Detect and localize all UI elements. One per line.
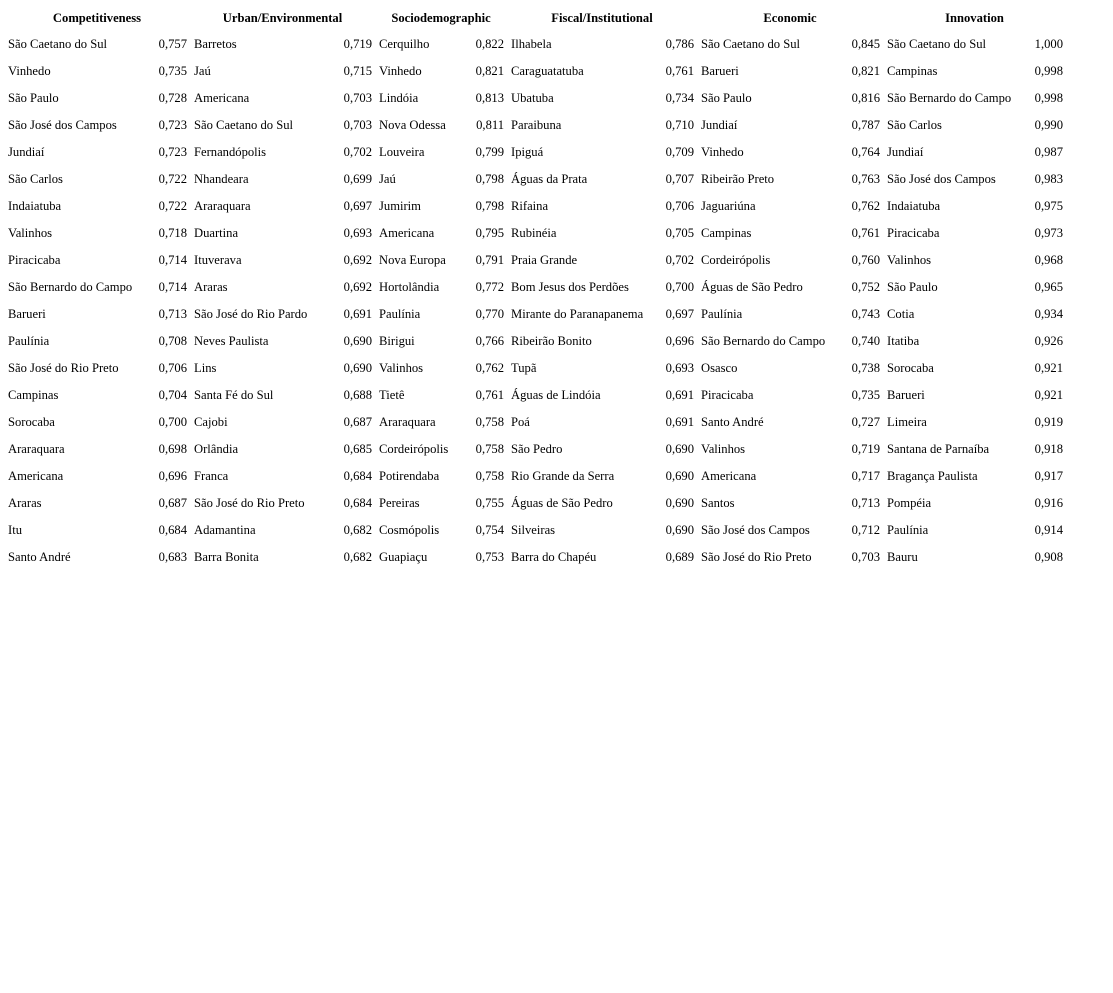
sociodemographic-score-cell: 0,822 — [475, 37, 504, 51]
urban-environmental-score-cell: 0,715 — [343, 64, 372, 78]
sociodemographic-score-cell: 0,813 — [475, 91, 504, 105]
economic-score-cell: 0,740 — [851, 334, 880, 348]
economic-municipality-cell: São José do Rio Preto — [701, 550, 812, 564]
innovation-municipality-cell: Campinas — [887, 64, 938, 78]
sociodemographic-score-cell: 0,755 — [475, 496, 504, 510]
innovation-municipality-cell: Itatiba — [887, 334, 920, 348]
table-row — [4, 409, 1066, 436]
table-row — [4, 247, 1066, 274]
sociodemographic-municipality-cell: Americana — [379, 226, 435, 240]
urban-environmental-municipality-cell: Americana — [194, 91, 250, 105]
urban-environmental-municipality-cell: Cajobi — [194, 415, 228, 429]
competitiveness-score-cell: 0,687 — [158, 496, 187, 510]
innovation-municipality-cell: Jundiaí — [887, 145, 924, 159]
competitiveness-municipality-cell: São Paulo — [8, 91, 59, 105]
fiscal-institutional-municipality-cell: Mirante do Paranapanema — [511, 307, 644, 321]
economic-municipality-cell: São Caetano do Sul — [701, 37, 800, 51]
urban-environmental-municipality-cell: Nhandeara — [194, 172, 249, 186]
urban-environmental-score-cell: 0,702 — [343, 145, 372, 159]
economic-municipality-cell: Barueri — [701, 64, 739, 78]
economic-score-cell: 0,717 — [851, 469, 880, 483]
table-row — [4, 139, 1066, 166]
urban-environmental-score-cell: 0,699 — [343, 172, 372, 186]
competitiveness-municipality-cell: Campinas — [8, 388, 59, 402]
innovation-municipality-cell: Piracicaba — [887, 226, 940, 240]
sociodemographic-municipality-cell: Hortolândia — [379, 280, 440, 294]
economic-score-cell: 0,727 — [851, 415, 880, 429]
competitiveness-municipality-cell: Vinhedo — [8, 64, 51, 78]
competitiveness-score-cell: 0,684 — [158, 523, 187, 537]
economic-municipality-cell: Santo André — [701, 415, 764, 429]
competitiveness-score-cell: 0,723 — [158, 145, 187, 159]
table-body — [4, 31, 1066, 571]
economic-municipality-cell: Paulínia — [701, 307, 743, 321]
economic-score-cell: 0,762 — [851, 199, 880, 213]
urban-environmental-score-cell: 0,692 — [343, 280, 372, 294]
fiscal-institutional-municipality-cell: Silveiras — [511, 523, 556, 537]
competitiveness-score-cell: 0,723 — [158, 118, 187, 132]
fiscal-institutional-score-cell: 0,696 — [665, 334, 694, 348]
urban-environmental-municipality-cell: Franca — [194, 469, 229, 483]
sociodemographic-score-cell: 0,754 — [475, 523, 504, 537]
innovation-municipality-cell: Limeira — [887, 415, 927, 429]
table-row — [4, 58, 1066, 85]
sociodemographic-municipality-cell: Guapiaçu — [379, 550, 428, 564]
sociodemographic-score-cell: 0,758 — [475, 415, 504, 429]
sociodemographic-municipality-cell: Araraquara — [379, 415, 436, 429]
fiscal-institutional-score-cell: 0,700 — [665, 280, 694, 294]
sociodemographic-score-cell: 0,791 — [475, 253, 504, 267]
table-row — [4, 31, 1066, 58]
column-header-urban-environmental: Urban/Environmental — [222, 10, 343, 25]
column-header-competitiveness: Competitiveness — [52, 10, 142, 25]
innovation-municipality-cell: Pompéia — [887, 496, 932, 510]
innovation-municipality-cell: São Caetano do Sul — [887, 37, 986, 51]
sociodemographic-municipality-cell: Cosmópolis — [379, 523, 440, 537]
innovation-municipality-cell: Sorocaba — [887, 361, 934, 375]
innovation-score-cell: 0,987 — [1034, 145, 1063, 159]
innovation-score-cell: 0,926 — [1034, 334, 1063, 348]
urban-environmental-score-cell: 0,697 — [343, 199, 372, 213]
urban-environmental-score-cell: 0,687 — [343, 415, 372, 429]
fiscal-institutional-score-cell: 0,689 — [665, 550, 694, 564]
economic-municipality-cell: Jaguariúna — [701, 199, 756, 213]
competitiveness-municipality-cell: Americana — [8, 469, 64, 483]
competitiveness-municipality-cell: Barueri — [8, 307, 46, 321]
urban-environmental-score-cell: 0,685 — [343, 442, 372, 456]
sociodemographic-score-cell: 0,798 — [475, 199, 504, 213]
fiscal-institutional-score-cell: 0,709 — [665, 145, 694, 159]
fiscal-institutional-municipality-cell: Ipiguá — [511, 145, 544, 159]
competitiveness-score-cell: 0,698 — [158, 442, 187, 456]
sociodemographic-score-cell: 0,762 — [475, 361, 504, 375]
sociodemographic-municipality-cell: Jumirim — [379, 199, 421, 213]
competitiveness-municipality-cell: Itu — [8, 523, 22, 537]
column-header-economic: Economic — [763, 10, 817, 25]
table-row — [4, 112, 1066, 139]
competitiveness-municipality-cell: São Carlos — [8, 172, 63, 186]
innovation-municipality-cell: Santana de Parnaíba — [887, 442, 990, 456]
sociodemographic-municipality-cell: Nova Odessa — [379, 118, 446, 132]
urban-environmental-municipality-cell: Santa Fé do Sul — [194, 388, 274, 402]
innovation-municipality-cell: São Paulo — [887, 280, 938, 294]
sociodemographic-score-cell: 0,798 — [475, 172, 504, 186]
fiscal-institutional-score-cell: 0,710 — [665, 118, 694, 132]
sociodemographic-municipality-cell: Valinhos — [379, 361, 424, 375]
competitiveness-municipality-cell: Araras — [8, 496, 42, 510]
fiscal-institutional-score-cell: 0,734 — [665, 91, 694, 105]
economic-score-cell: 0,743 — [851, 307, 880, 321]
competitiveness-score-cell: 0,700 — [158, 415, 187, 429]
competitiveness-score-cell: 0,696 — [158, 469, 187, 483]
sociodemographic-score-cell: 0,770 — [475, 307, 504, 321]
competitiveness-municipality-cell: Araraquara — [8, 442, 65, 456]
competitiveness-municipality-cell: São Bernardo do Campo — [8, 280, 133, 294]
urban-environmental-municipality-cell: São Caetano do Sul — [194, 118, 293, 132]
economic-municipality-cell: Vinhedo — [701, 145, 744, 159]
urban-environmental-score-cell: 0,690 — [343, 334, 372, 348]
column-header-innovation: Innovation — [945, 10, 1004, 25]
economic-municipality-cell: São José dos Campos — [701, 523, 810, 537]
innovation-score-cell: 0,921 — [1034, 361, 1063, 375]
fiscal-institutional-municipality-cell: Ubatuba — [511, 91, 554, 105]
fiscal-institutional-score-cell: 0,690 — [665, 496, 694, 510]
column-header-fiscal-institutional: Fiscal/Institutional — [551, 10, 653, 25]
fiscal-institutional-municipality-cell: Barra do Chapéu — [511, 550, 597, 564]
sociodemographic-municipality-cell: Louveira — [379, 145, 425, 159]
fiscal-institutional-municipality-cell: Ilhabela — [511, 37, 552, 51]
urban-environmental-score-cell: 0,684 — [343, 469, 372, 483]
sociodemographic-score-cell: 0,799 — [475, 145, 504, 159]
economic-score-cell: 0,760 — [851, 253, 880, 267]
header-row — [4, 5, 1066, 31]
competitiveness-municipality-cell: Paulínia — [8, 334, 50, 348]
fiscal-institutional-municipality-cell: Poá — [511, 415, 530, 429]
innovation-score-cell: 0,973 — [1034, 226, 1063, 240]
table-row — [4, 517, 1066, 544]
fiscal-institutional-score-cell: 0,690 — [665, 469, 694, 483]
table-row — [4, 436, 1066, 463]
economic-score-cell: 0,712 — [851, 523, 880, 537]
urban-environmental-municipality-cell: São José do Rio Preto — [194, 496, 305, 510]
innovation-score-cell: 0,998 — [1034, 64, 1063, 78]
competitiveness-score-cell: 0,714 — [158, 280, 187, 294]
competitiveness-municipality-cell: Sorocaba — [8, 415, 55, 429]
competitiveness-municipality-cell: São José dos Campos — [8, 118, 117, 132]
fiscal-institutional-score-cell: 0,786 — [665, 37, 694, 51]
economic-score-cell: 0,787 — [851, 118, 880, 132]
sociodemographic-municipality-cell: Jaú — [379, 172, 396, 186]
sociodemographic-score-cell: 0,758 — [475, 469, 504, 483]
competitiveness-municipality-cell: São José do Rio Preto — [8, 361, 119, 375]
innovation-score-cell: 0,917 — [1034, 469, 1063, 483]
table-row — [4, 85, 1066, 112]
fiscal-institutional-score-cell: 0,690 — [665, 523, 694, 537]
urban-environmental-municipality-cell: Barra Bonita — [194, 550, 259, 564]
fiscal-institutional-municipality-cell: São Pedro — [511, 442, 563, 456]
innovation-municipality-cell: Bauru — [887, 550, 918, 564]
economic-score-cell: 0,821 — [851, 64, 880, 78]
sociodemographic-score-cell: 0,766 — [475, 334, 504, 348]
urban-environmental-municipality-cell: Neves Paulista — [194, 334, 269, 348]
economic-score-cell: 0,752 — [851, 280, 880, 294]
sociodemographic-municipality-cell: Potirendaba — [379, 469, 440, 483]
urban-environmental-municipality-cell: São José do Rio Pardo — [194, 307, 308, 321]
sociodemographic-municipality-cell: Tietê — [379, 388, 405, 402]
economic-municipality-cell: Águas de São Pedro — [701, 280, 803, 294]
sociodemographic-score-cell: 0,821 — [475, 64, 504, 78]
urban-environmental-score-cell: 0,703 — [343, 118, 372, 132]
competitiveness-municipality-cell: Jundiaí — [8, 145, 45, 159]
innovation-score-cell: 0,965 — [1034, 280, 1063, 294]
table-row — [4, 490, 1066, 517]
competitiveness-score-cell: 0,714 — [158, 253, 187, 267]
table-row — [4, 382, 1066, 409]
sociodemographic-score-cell: 0,772 — [475, 280, 504, 294]
innovation-score-cell: 0,919 — [1034, 415, 1063, 429]
urban-environmental-municipality-cell: Lins — [194, 361, 217, 375]
urban-environmental-municipality-cell: Adamantina — [194, 523, 256, 537]
fiscal-institutional-score-cell: 0,693 — [665, 361, 694, 375]
economic-municipality-cell: Ribeirão Preto — [701, 172, 775, 186]
urban-environmental-municipality-cell: Araraquara — [194, 199, 251, 213]
competitiveness-score-cell: 0,728 — [158, 91, 187, 105]
table-row — [4, 220, 1066, 247]
sociodemographic-municipality-cell: Lindóia — [379, 91, 419, 105]
innovation-score-cell: 0,975 — [1034, 199, 1063, 213]
fiscal-institutional-score-cell: 0,690 — [665, 442, 694, 456]
urban-environmental-score-cell: 0,693 — [343, 226, 372, 240]
economic-municipality-cell: Santos — [701, 496, 735, 510]
sociodemographic-municipality-cell: Birigui — [379, 334, 415, 348]
fiscal-institutional-score-cell: 0,706 — [665, 199, 694, 213]
urban-environmental-municipality-cell: Araras — [194, 280, 228, 294]
economic-municipality-cell: Osasco — [701, 361, 738, 375]
column-header-sociodemographic: Sociodemographic — [391, 10, 491, 25]
urban-environmental-score-cell: 0,690 — [343, 361, 372, 375]
innovation-score-cell: 0,914 — [1034, 523, 1063, 537]
economic-municipality-cell: Americana — [701, 469, 757, 483]
table-row — [4, 301, 1066, 328]
competitiveness-municipality-cell: São Caetano do Sul — [8, 37, 107, 51]
competitiveness-score-cell: 0,722 — [158, 172, 187, 186]
urban-environmental-municipality-cell: Jaú — [194, 64, 211, 78]
fiscal-institutional-municipality-cell: Praia Grande — [511, 253, 578, 267]
fiscal-institutional-municipality-cell: Rifaina — [511, 199, 549, 213]
table-row — [4, 544, 1066, 571]
fiscal-institutional-score-cell: 0,697 — [665, 307, 694, 321]
competitiveness-score-cell: 0,708 — [158, 334, 187, 348]
urban-environmental-score-cell: 0,682 — [343, 523, 372, 537]
innovation-municipality-cell: Cotia — [887, 307, 915, 321]
ranking-table — [4, 5, 1066, 571]
economic-score-cell: 0,719 — [851, 442, 880, 456]
innovation-score-cell: 0,916 — [1034, 496, 1063, 510]
sociodemographic-score-cell: 0,811 — [476, 118, 504, 132]
fiscal-institutional-municipality-cell: Paraibuna — [511, 118, 562, 132]
fiscal-institutional-municipality-cell: Tupã — [511, 361, 537, 375]
competitiveness-municipality-cell: Valinhos — [8, 226, 53, 240]
table-row — [4, 328, 1066, 355]
table-row — [4, 355, 1066, 382]
sociodemographic-score-cell: 0,761 — [475, 388, 504, 402]
competitiveness-municipality-cell: Piracicaba — [8, 253, 61, 267]
fiscal-institutional-score-cell: 0,761 — [665, 64, 694, 78]
sociodemographic-municipality-cell: Nova Europa — [379, 253, 446, 267]
sociodemographic-score-cell: 0,758 — [475, 442, 504, 456]
economic-score-cell: 0,764 — [851, 145, 880, 159]
urban-environmental-municipality-cell: Fernandópolis — [194, 145, 267, 159]
economic-score-cell: 0,713 — [851, 496, 880, 510]
urban-environmental-score-cell: 0,688 — [343, 388, 372, 402]
fiscal-institutional-score-cell: 0,691 — [665, 388, 694, 402]
economic-municipality-cell: São Bernardo do Campo — [701, 334, 826, 348]
sociodemographic-municipality-cell: Paulínia — [379, 307, 421, 321]
fiscal-institutional-municipality-cell: Águas de São Pedro — [511, 496, 613, 510]
sociodemographic-score-cell: 0,753 — [475, 550, 504, 564]
economic-municipality-cell: Valinhos — [701, 442, 746, 456]
fiscal-institutional-municipality-cell: Bom Jesus dos Perdões — [511, 280, 629, 294]
economic-municipality-cell: São Paulo — [701, 91, 752, 105]
fiscal-institutional-score-cell: 0,705 — [665, 226, 694, 240]
urban-environmental-score-cell: 0,684 — [343, 496, 372, 510]
fiscal-institutional-municipality-cell: Águas da Prata — [511, 172, 588, 186]
urban-environmental-score-cell: 0,703 — [343, 91, 372, 105]
economic-score-cell: 0,763 — [851, 172, 880, 186]
competitiveness-score-cell: 0,722 — [158, 199, 187, 213]
economic-municipality-cell: Piracicaba — [701, 388, 754, 402]
innovation-municipality-cell: São Carlos — [887, 118, 942, 132]
competitiveness-score-cell: 0,718 — [158, 226, 187, 240]
fiscal-institutional-score-cell: 0,707 — [665, 172, 694, 186]
sociodemographic-municipality-cell: Cordeirópolis — [379, 442, 449, 456]
fiscal-institutional-municipality-cell: Águas de Lindóia — [511, 388, 601, 402]
fiscal-institutional-score-cell: 0,691 — [665, 415, 694, 429]
innovation-score-cell: 0,918 — [1034, 442, 1063, 456]
economic-score-cell: 0,738 — [851, 361, 880, 375]
innovation-score-cell: 0,908 — [1034, 550, 1063, 564]
innovation-score-cell: 0,983 — [1034, 172, 1063, 186]
competitiveness-municipality-cell: Indaiatuba — [8, 199, 62, 213]
innovation-score-cell: 0,968 — [1034, 253, 1063, 267]
sociodemographic-municipality-cell: Cerquilho — [379, 37, 430, 51]
table-row — [4, 166, 1066, 193]
urban-environmental-municipality-cell: Ituverava — [194, 253, 242, 267]
competitiveness-score-cell: 0,706 — [158, 361, 187, 375]
economic-score-cell: 0,735 — [851, 388, 880, 402]
competitiveness-score-cell: 0,713 — [158, 307, 187, 321]
fiscal-institutional-municipality-cell: Rubinéia — [511, 226, 557, 240]
innovation-municipality-cell: Indaiatuba — [887, 199, 941, 213]
economic-municipality-cell: Campinas — [701, 226, 752, 240]
innovation-score-cell: 1,000 — [1034, 37, 1063, 51]
economic-municipality-cell: Cordeirópolis — [701, 253, 771, 267]
innovation-municipality-cell: São José dos Campos — [887, 172, 996, 186]
competitiveness-score-cell: 0,704 — [158, 388, 187, 402]
economic-score-cell: 0,845 — [851, 37, 880, 51]
competitiveness-score-cell: 0,735 — [158, 64, 187, 78]
economic-municipality-cell: Jundiaí — [701, 118, 738, 132]
innovation-municipality-cell: Barueri — [887, 388, 925, 402]
urban-environmental-score-cell: 0,692 — [343, 253, 372, 267]
innovation-municipality-cell: São Bernardo do Campo — [887, 91, 1012, 105]
urban-environmental-municipality-cell: Orlândia — [194, 442, 239, 456]
sociodemographic-score-cell: 0,795 — [475, 226, 504, 240]
innovation-score-cell: 0,998 — [1034, 91, 1063, 105]
urban-environmental-municipality-cell: Barretos — [194, 37, 237, 51]
innovation-municipality-cell: Bragança Paulista — [887, 469, 978, 483]
fiscal-institutional-municipality-cell: Rio Grande da Serra — [511, 469, 615, 483]
urban-environmental-municipality-cell: Duartina — [194, 226, 239, 240]
urban-environmental-score-cell: 0,682 — [343, 550, 372, 564]
table-row — [4, 463, 1066, 490]
fiscal-institutional-municipality-cell: Caraguatatuba — [511, 64, 584, 78]
table-row — [4, 193, 1066, 220]
urban-environmental-score-cell: 0,691 — [343, 307, 372, 321]
economic-score-cell: 0,761 — [851, 226, 880, 240]
innovation-score-cell: 0,934 — [1034, 307, 1063, 321]
innovation-score-cell: 0,921 — [1034, 388, 1063, 402]
fiscal-institutional-score-cell: 0,702 — [665, 253, 694, 267]
sociodemographic-municipality-cell: Vinhedo — [379, 64, 422, 78]
economic-score-cell: 0,816 — [851, 91, 880, 105]
innovation-municipality-cell: Valinhos — [887, 253, 932, 267]
competitiveness-score-cell: 0,683 — [158, 550, 187, 564]
competitiveness-municipality-cell: Santo André — [8, 550, 71, 564]
innovation-municipality-cell: Paulínia — [887, 523, 929, 537]
economic-score-cell: 0,703 — [851, 550, 880, 564]
fiscal-institutional-municipality-cell: Ribeirão Bonito — [511, 334, 592, 348]
table-row — [4, 274, 1066, 301]
sociodemographic-municipality-cell: Pereiras — [379, 496, 420, 510]
urban-environmental-score-cell: 0,719 — [343, 37, 372, 51]
innovation-score-cell: 0,990 — [1034, 118, 1063, 132]
competitiveness-score-cell: 0,757 — [158, 37, 187, 51]
